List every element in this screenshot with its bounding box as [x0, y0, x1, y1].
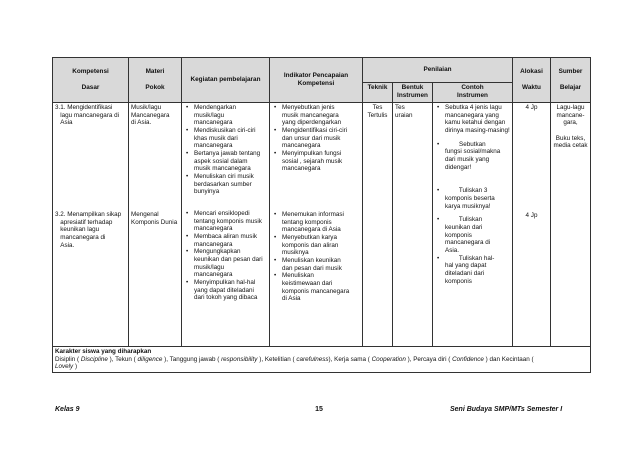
list-item: • Menuliskan keistimewaan dari komponis mancanegara di Asia: [282, 272, 360, 303]
alokasi-cell: [513, 103, 551, 347]
list-item: • Bertanya jawab tentang aspek sosial dalam musik mancanegara: [194, 150, 267, 173]
list-item: • Menyebutkan jenis musik mancanegara yang diperdengarkan: [282, 104, 360, 127]
teknik-cell: Tes Tertulis: [363, 103, 393, 347]
header-materi-pokok: Materi Pokok: [129, 58, 182, 103]
list-item: • Menyimpulkan fungsi sosial , sejarah musik mancanegara: [282, 150, 360, 173]
kd-3-1: 3.1. Mengidentifikasi lagu mancanegara di Asia: [55, 104, 120, 127]
footer-book-title: Seni Budaya SMP/MTs Semester I: [450, 406, 563, 413]
header-kegiatan: Kegiatan pembelajaran: [182, 58, 270, 103]
footer-class-label: Kelas 9: [55, 406, 80, 413]
bentuk-cell: Tes uraian: [393, 103, 433, 347]
list-item: • Menuliskan keunikan dan pesan dari musik: [282, 257, 360, 272]
list-item: • Menyebutkan karya komponis dan aliran musiknya: [282, 234, 360, 257]
kd-cell: [53, 103, 129, 347]
header-indikator: Indikator Pencapaian Kompetensi: [270, 58, 363, 103]
indikator-cell: [270, 103, 363, 347]
list-item: • Mencari ensiklopedi tentang komponis musik mancanegara: [194, 210, 267, 233]
indikator-list-1: [272, 104, 360, 173]
karakter-cell: [53, 347, 591, 373]
kegiatan-cell: [182, 103, 270, 347]
alokasi-1: 4 Jp: [525, 104, 538, 111]
header-teknik: Teknik: [363, 83, 393, 103]
header-sumber: Sumber Belajar: [551, 58, 591, 103]
list-item: • Sebutkan fungsi sosial/makna dari musik yang didengar!: [445, 141, 510, 172]
header-alokasi: Alokasi Waktu: [513, 58, 551, 103]
kegiatan-list-2: [184, 210, 267, 302]
list-item: • Mendengarkan musik/lagu mancanegara: [194, 104, 267, 127]
list-item: • Menemukan informasi tentang komponis mancanegara di Asia: [282, 211, 360, 234]
materi-1: Musik/lagu Mancanegara di Asia.: [131, 104, 170, 127]
header-bentuk-instrumen: Bentuk Instrumen: [393, 83, 433, 103]
list-item: • Menuliskan ciri musik berdasarkan sumber bunyinya: [194, 173, 267, 196]
materi-2: Mengenal Komponis Dunia: [131, 211, 178, 226]
header-penilaian: Penilaian: [363, 58, 513, 83]
list-item: • Sebutka 4 jenis lagu mancanegara yang kamu ketahui dengan dirinya masing-masing!: [445, 104, 510, 135]
karakter-row: [53, 347, 591, 373]
sumber-cell: Lagu-lagu mancane- gara, Buku teks, media cetak: [551, 103, 591, 347]
kd-3-2: 3.2. Menampilkan sikap apresiatif terhadap keunikan lagu mancanegara di Asia.: [55, 211, 122, 249]
karakter-text: Disiplin ( Discipline ), Tekun ( diligence ), Tanggung jawab ( responsibility ), Ketelitian ( carefulness), Kerja sama ( Cooperation ), Percaya diri ( Confidence ) dan Kecintaan ( Lovely ): [55, 355, 534, 371]
silabus-table: [52, 57, 591, 373]
header-contoh-instrumen: Contoh Instrumen: [433, 83, 513, 103]
list-item: • Mendiskusikan ciri-ciri khas musik dari mancanegara: [194, 127, 267, 150]
list-item: • Tuliskan 3 komponis beserta karya musiknya!: [445, 187, 510, 210]
header-kompetensi-dasar: Kompetensi Dasar: [53, 58, 129, 103]
list-item: • Tuliskan keunikan dari komponis mancanegara di Asia.: [445, 216, 510, 254]
contoh-list: [435, 104, 510, 285]
table-row: [53, 103, 591, 347]
footer-page-number: 15: [315, 406, 323, 413]
karakter-title: Karakter siswa yang diharapkan: [55, 348, 152, 355]
kegiatan-list-1: [184, 104, 267, 196]
list-item: • Mengidentifikasi ciri-ciri dan unsur dari musik mancanegara: [282, 127, 360, 150]
list-item: • Menyimpulkan hal-hal yang dapat diteladani dari tokoh yang dibaca: [194, 279, 267, 302]
list-item: • Mengungkapkan keunikan dan pesan dari musik/lagu mancanegara: [194, 248, 267, 279]
indikator-list-2: [272, 211, 360, 303]
contoh-cell: [433, 103, 513, 347]
alokasi-2: 4 Jp: [525, 211, 538, 219]
list-item: • Membaca aliran musik mancanegara: [194, 233, 267, 248]
list-item: • Tuliskan hal- hal yang dapat diteladani dari komponis: [445, 255, 510, 286]
materi-cell: [129, 103, 182, 347]
